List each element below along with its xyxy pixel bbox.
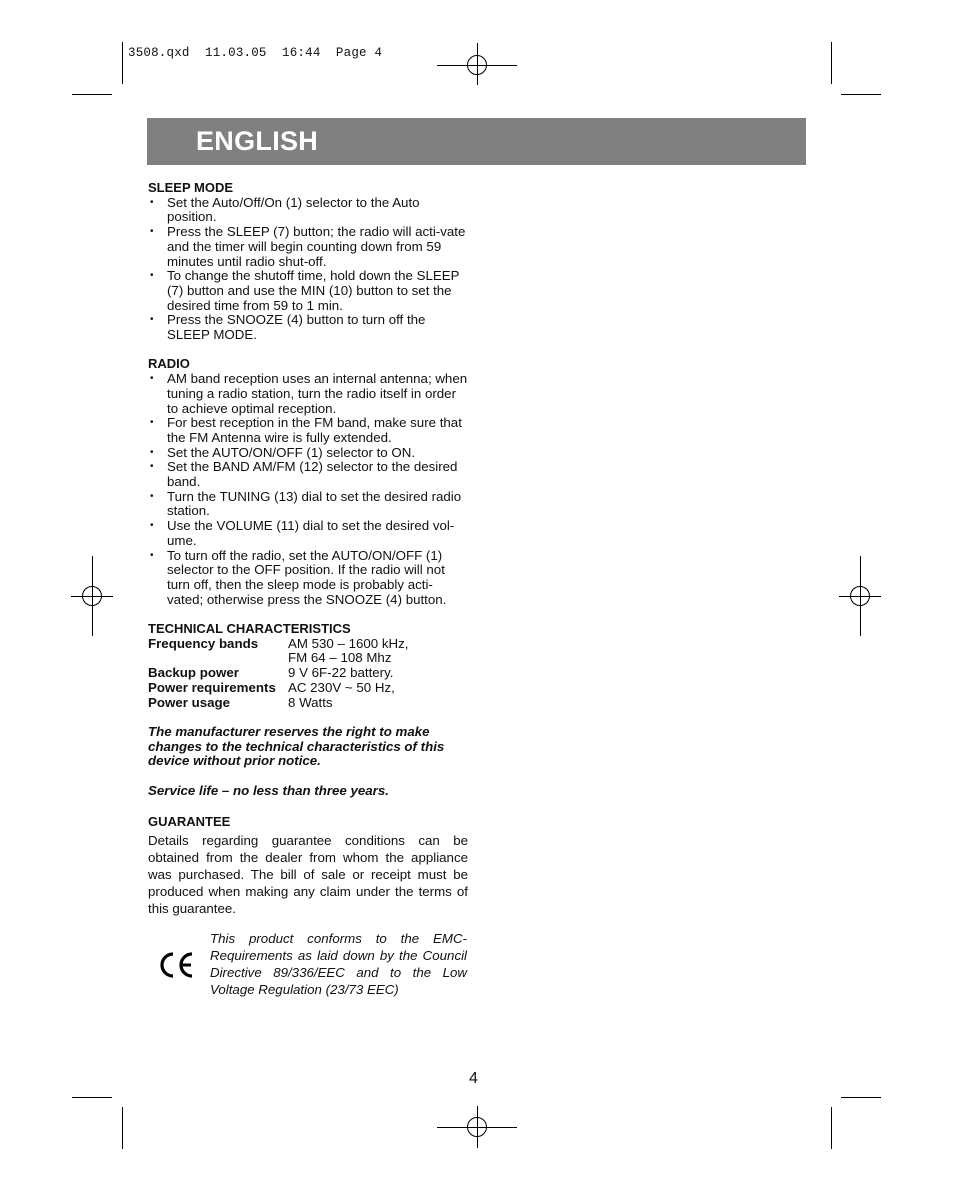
table-row	[148, 666, 408, 681]
list-item: • Press the SNOOZE (4) button to turn off the SLEEP MODE.	[148, 313, 468, 342]
banner-title: ENGLISH	[196, 126, 319, 156]
spec-label: Power requirements	[148, 679, 276, 695]
list-item: • AM band reception uses an internal antenna; when tuning a radio station, turn the radio itself in order to achieve optimal reception.	[148, 372, 468, 416]
manufacturer-notice: The manufacturer reserves the right to make changes to the technical characteristics of this device without prior notice.	[148, 723, 445, 769]
list-item: • To change the shutoff time, hold down the SLEEP (7) button and use the MIN (10) button to set the desired time from 59 to 1 min.	[148, 269, 468, 313]
table-row	[148, 637, 408, 666]
file-slug: 3508.qxd 11.03.05 16:44 Page 4	[128, 46, 383, 60]
page-number: 4	[469, 1070, 478, 1087]
sleep-mode-heading: SLEEP MODE	[148, 180, 234, 195]
radio-heading: RADIO	[148, 356, 190, 372]
spec-value	[288, 637, 408, 666]
spec-value: AC 230V ~ 50 Hz,	[288, 679, 395, 695]
spec-value-line: FM 64 – 108 Mhz	[288, 650, 392, 666]
manual-content	[148, 181, 468, 917]
list-item: • Use the VOLUME (11) dial to set the desired vol-ume.	[148, 519, 468, 548]
list-item: • Set the Auto/Off/On (1) selector to the Auto position.	[148, 196, 468, 225]
ce-conformity-text: This product conforms to the EMC-Requirements as laid down by the Council Directive 89/336/EEC and to the Low Voltage Regulation (23/73 EEC)	[210, 931, 467, 997]
radio-list	[148, 372, 468, 607]
sleep-mode-list	[148, 196, 468, 343]
list-item: • Press the SLEEP (7) button; the radio will acti-vate and the timer will begin counting down from 59 minutes until radio shut-off.	[148, 225, 468, 269]
list-item: • Turn the TUNING (13) dial to set the desired radio station.	[148, 490, 468, 519]
spec-label: Power usage	[148, 694, 231, 710]
guarantee-text: Details regarding guarantee conditions can be obtained from the dealer from whom the appliance was purchased. The bill of sale or receipt must be produced when making any claim under the terms of this guarantee.	[148, 833, 468, 917]
table-row	[148, 681, 408, 696]
technical-heading: TECHNICAL CHARACTERISTICS	[148, 621, 351, 637]
spec-table	[148, 637, 408, 711]
list-item: • To turn off the radio, set the AUTO/ON/OFF (1) selector to the OFF position. If the radio will not turn off, then the sleep mode is probably acti-vated; otherwise press the SNOOZE (4) button.	[148, 549, 468, 608]
spec-value: 9 V 6F-22 battery.	[288, 665, 394, 681]
list-item: • Set the AUTO/ON/OFF (1) selector to ON.	[148, 446, 468, 461]
list-item: • Set the BAND AM/FM (12) selector to the desired band.	[148, 460, 468, 489]
service-life-note: Service life – no less than three years.	[148, 782, 389, 798]
list-item: • For best reception in the FM band, make sure that the FM Antenna wire is fully extended.	[148, 416, 468, 445]
table-row	[148, 696, 408, 711]
spec-value: 8 Watts	[288, 694, 333, 710]
ce-mark-icon	[157, 950, 197, 980]
spec-label: Frequency bands	[148, 635, 259, 651]
language-banner	[147, 118, 806, 165]
spec-value-line: AM 530 – 1600 kHz,	[288, 635, 409, 651]
spec-label: Backup power	[148, 665, 239, 681]
guarantee-heading: GUARANTEE	[148, 814, 231, 830]
